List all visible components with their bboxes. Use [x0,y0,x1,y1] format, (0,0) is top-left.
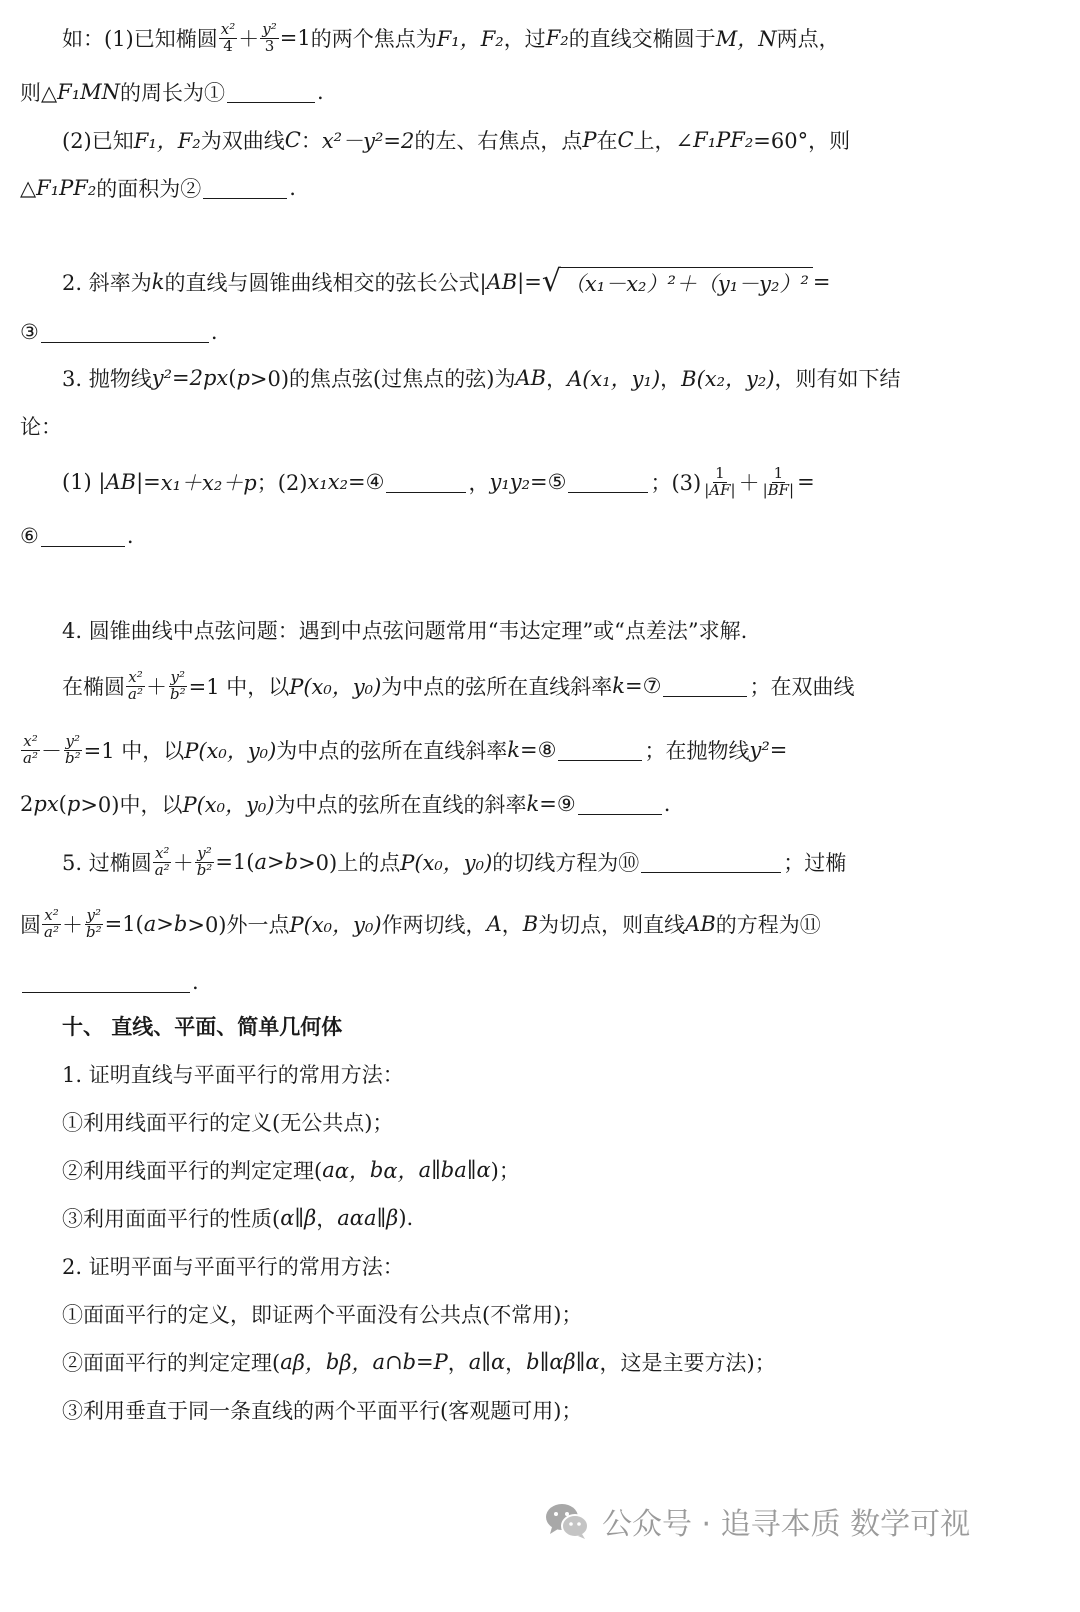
text: ， [501,913,523,937]
math-term: b [173,912,188,936]
text: 在椭圆 [62,675,125,699]
text: > [156,912,174,936]
text: ). [398,1206,414,1230]
answer-blank-10[interactable] [641,851,781,873]
math-term: C [284,128,301,152]
text: =1( [215,850,255,874]
text: － [40,739,62,763]
text: 的面积为② [96,177,202,201]
math-term: α∥β [280,1206,317,1230]
fraction: $\frac{\text{x²}}{\text{a²}}$ [154,843,170,879]
text: ，过 [503,27,546,51]
math-term: M，N [715,27,777,51]
text: . [126,524,134,548]
text: ⑥ [20,524,39,548]
math-term: y²=2px [151,366,229,390]
text: =⑨ [539,792,576,816]
line-2 [20,72,1064,112]
math-term: F₁，F₂ [133,129,201,153]
text: ， [316,1207,338,1231]
math-term: b [325,1350,340,1374]
text: ；在双曲线 [749,675,855,699]
line-13 [20,730,1064,770]
text: 为中点的弦所在直线斜率 [276,739,508,763]
fraction: $\frac{1}{|BF|}$ [762,463,795,499]
math-term: a∥β [363,1206,399,1230]
text: >0)上的点 [298,851,401,875]
text: ①利用线面平行的定义(无公共点)； [62,1111,394,1135]
text: 在 [596,129,618,153]
math-term: C [617,128,634,152]
math-term: p [66,792,81,816]
math-term: β， [339,1351,373,1375]
math-term: a∥α [454,1158,491,1182]
text: ＋ [61,913,83,937]
text: >0)的焦点弦(过焦点的弦)为 [249,367,516,391]
text: ；过椭 [783,851,847,875]
text: )； [490,1159,520,1183]
math-term: b∥α [526,1350,564,1374]
line-20 [62,1102,1064,1142]
section-heading [62,1006,1064,1046]
text: 4. 圆锥曲线中点弦问题：遇到中点弦问题常用“韦达定理”或“点差法”求解. [62,619,748,643]
text: 为中点的弦所在直线斜率 [381,675,613,699]
fraction: $\frac{\text{y²}}{\text{b²}}$ [196,843,213,879]
math-term: P(x₀，y₀) [400,851,493,875]
line-26 [62,1390,1064,1430]
text: =⑦ [625,674,662,698]
math-term: k [612,674,626,698]
text: 为切点，则直线 [538,913,686,937]
answer-blank-3[interactable] [41,321,209,343]
text: |= [517,270,542,294]
fraction: $\frac{\text{y²}}{\text{b²}}$ [169,667,186,703]
text: 如：(1)已知椭圆 [62,27,218,51]
text: =④ [348,470,385,494]
text: . [289,176,296,200]
math-term: a∥α [468,1350,506,1374]
math-term: px [33,792,59,816]
math-term: A(x₁，y₁) [567,367,661,391]
math-term: F₁PF₂ [36,176,97,200]
math-term: P(x₀，y₀) [289,675,382,699]
math-term: a [143,912,157,936]
text: 为双曲线 [200,129,285,153]
line-23 [62,1246,1064,1286]
text: =60°，则 [753,129,851,153]
line-25 [62,1342,1064,1382]
text: ， [660,367,682,391]
text: 的切线方程为⑩ [492,851,640,875]
line-14 [20,784,1064,824]
text: . [210,320,218,344]
text: 则△ [20,81,58,105]
line-16 [20,904,1064,944]
text: 2. 证明平面与平面平行的常用方法： [62,1255,404,1279]
text: = [797,470,815,494]
math-term: p [236,366,250,390]
text: ②利用线面平行的判定定理( [62,1159,323,1183]
sqrt-expression: √ （x₁－x₂）²＋（y₁－y₂）² [542,267,813,298]
text: 1. 证明直线与平面平行的常用方法： [62,1063,404,1087]
fraction: $\frac{\text{x²}}{4}$ [220,19,236,55]
math-term: P [582,128,597,152]
answer-blank-8[interactable] [558,739,642,761]
line-10 [20,516,1064,556]
math-term: β∥α [563,1350,600,1374]
line-19 [62,1054,1064,1094]
text: ②面面平行的判定定理( [62,1351,281,1375]
math-term: a∥b [418,1158,455,1182]
line-22 [62,1198,1064,1238]
math-term: α， [383,1159,419,1183]
line-1: 如：(1)已知椭圆 $\frac{\text{x²}}{4}$ ＋ $\frac{\text{y²}}{3}$ =1 的两个焦点为 F₁，F₂ ，过 F₂ 的直线交椭圆于 M，N 两点， [62,19,840,55]
text: ，则有如下结 [774,367,901,391]
line-15 [62,842,1064,882]
text: =⑧ [520,738,557,762]
fraction: $\frac{1}{|AF|}$ [704,463,736,499]
text: ①面面平行的定义，即证两个平面没有公共点(不常用)； [62,1303,583,1327]
answer-blank-5[interactable] [568,471,648,493]
text: . [663,792,671,816]
math-term: AB [105,470,137,494]
text: ， [468,471,490,495]
text: . [317,80,324,104]
math-term: b [284,850,299,874]
text: ( [228,366,237,390]
text: 圆 [20,913,41,937]
text: 3. 抛物线 [62,367,152,391]
math-term: F₁MN [57,80,121,104]
text: >0)外一点 [187,913,290,937]
text: = [769,738,788,762]
fraction: $\frac{\text{x²}}{\text{a²}}$ [23,731,38,767]
answer-blank-1[interactable] [227,81,315,103]
math-term: α， [334,1159,370,1183]
line-4 [20,168,1064,208]
fraction: $\frac{\text{x²}}{\text{a²}}$ [128,667,143,703]
text: ；(2) [256,471,308,495]
math-term: AB [685,912,716,936]
math-term: x₁x₂ [307,470,349,494]
text: ＋ [738,471,760,495]
wechat-icon [544,1501,590,1541]
watermark-text: 公众号 · 追寻本质 数学可视 [602,1507,971,1542]
text: ，这是主要方法)； [599,1351,776,1375]
text: 上，∠ [633,129,694,153]
math-term: α [349,1206,364,1230]
math-term: a [254,850,267,874]
answer-blank-6[interactable] [41,525,125,547]
line-9 [62,462,1064,502]
math-term: a [322,1158,335,1182]
fraction: $\frac{\text{y²}}{3}$ [262,19,277,55]
math-term: F₁，F₂ [436,27,504,51]
line-6 [20,312,1064,352]
answer-blank-11[interactable] [22,971,190,993]
text: >0)中，以 [80,793,183,817]
text: 2. 斜率为 [62,271,152,295]
text: ： [300,129,322,153]
text: 的直线与圆锥曲线相交的弦长公式| [164,271,487,295]
text: > [267,850,285,874]
text: (2)已知 [62,129,134,153]
math-term: AB [486,270,518,294]
text: ＋ [145,675,167,699]
text: ( [58,792,67,816]
text: ， [546,367,568,391]
text: ；在抛物线 [644,739,750,763]
line-5 [62,262,1064,302]
text: ， [447,1351,469,1375]
text: 论： [20,415,62,439]
math-term: k [526,792,540,816]
line-24 [62,1294,1064,1334]
watermark [544,1496,970,1546]
text: 的两个焦点为 [310,27,437,51]
math-term: k [507,738,521,762]
math-term: P(x₀，y₀) [182,793,275,817]
answer-blank-9[interactable] [578,793,662,815]
line-8 [20,406,1064,446]
math-term: P(x₀，y₀) [184,739,277,763]
math-term: x²－y²=2 [321,129,415,153]
text: 2 [20,792,34,816]
text: 两点， [776,27,840,51]
text: 的周长为① [120,81,226,105]
math-term: y₁y₂ [489,470,531,494]
math-term: β， [292,1351,326,1375]
answer-blank-7[interactable] [663,675,747,697]
fraction: $\frac{\text{y²}}{\text{b²}}$ [85,905,102,941]
text: ③利用垂直于同一条直线的两个平面平行(客观题可用)； [62,1399,583,1423]
math-term: F₂ [545,26,569,50]
text: =1 中，以 [83,739,185,763]
line-12 [62,666,1064,706]
math-term: B [522,912,539,936]
text: (1) | [62,470,106,494]
math-term: A [486,912,502,936]
text: 5. 过椭圆 [62,851,152,875]
text: 的左、右焦点，点 [414,129,583,153]
answer-blank-4[interactable] [386,471,466,493]
line-7 [62,358,1064,398]
text: ＋ [172,851,194,875]
text: ③ [20,320,39,344]
math-term: F₁PF₂ [693,128,754,152]
math-term: b [369,1158,384,1182]
math-term: P(x₀，y₀) [289,913,382,937]
text: |= [136,470,161,494]
text: =⑤ [530,470,567,494]
answer-blank-2[interactable] [203,177,287,199]
text: 的直线交椭圆于 [568,27,716,51]
text: =1 中，以 [188,675,290,699]
math-term: a∩b=P [372,1350,448,1374]
line-17 [20,962,1064,1002]
text: 的方程为⑪ [715,913,821,937]
text: = [812,270,831,294]
line-3 [62,120,1064,160]
text: 作两切线， [381,913,487,937]
math-term: AB [515,366,547,390]
fraction: $\frac{\text{x²}}{\text{a²}}$ [44,905,59,941]
heading-text: 十、 直线、平面、简单几何体 [62,1015,343,1039]
text: 为中点的弦所在直线的斜率 [274,793,527,817]
line-21 [62,1150,1064,1190]
math-term: y² [749,738,770,762]
math-term: k [151,270,165,294]
text: ③利用面面平行的性质( [62,1207,281,1231]
math-term: x₁＋x₂＋p [160,471,257,495]
text: ， [505,1351,527,1375]
math-term: a [337,1206,350,1230]
text: ＋ [238,27,260,51]
math-term: a [280,1350,293,1374]
text: . [192,970,199,994]
text: =1( [104,912,144,936]
text: ；(3) [650,471,702,495]
text: △ [20,176,37,200]
math-term: B(x₂，y₂) [681,367,775,391]
fraction: $\frac{\text{y²}}{\text{b²}}$ [64,731,81,767]
line-11 [62,610,1064,650]
